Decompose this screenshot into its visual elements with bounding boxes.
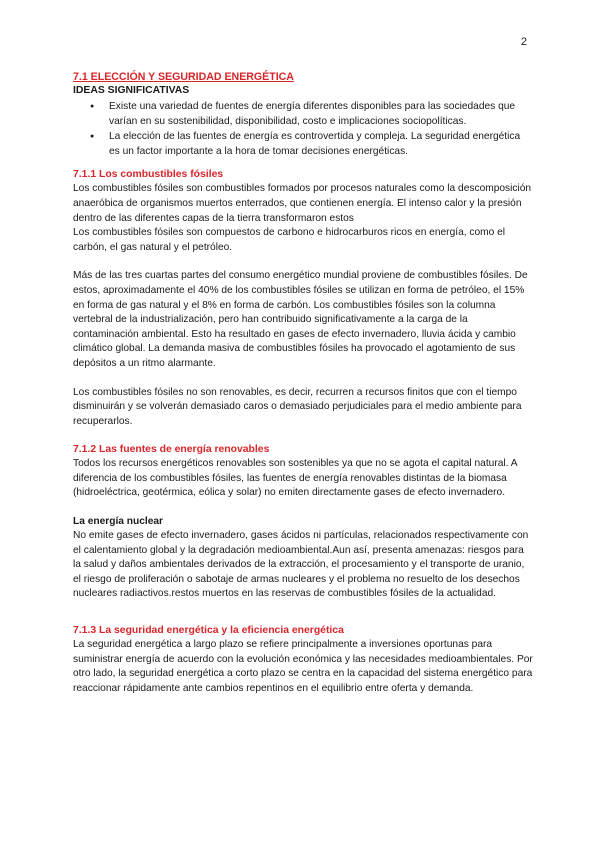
section-title: 7.1 ELECCIÓN Y SEGURIDAD ENERGÉTICA	[73, 71, 294, 83]
fossil-paragraph-3: Más de las tres cuartas partes del consumo energético mundial proviene de combustibles fósiles. De estos, aproximadamente el 40% de los combustibles fósiles se utilizan en forma de petróleo, el 15% en forma de gas natural y el 8% en forma de carbón. Los combustibles fósiles son la columna vertebral de la industrialización, pero han contribuido significativamente a la carga de la contaminación ambiental. Esto ha resultado en gases de efecto invernadero, lluvia ácida y cambio climático global. La demanda masiva de combustibles fósiles ha provocado el agotamiento de sus depósitos a un ritmo alarmante.	[73, 270, 528, 369]
fossil-paragraph-1: Los combustibles fósiles son combustibles formados por procesos naturales como la descomposición anaeróbica de organismos muertos enterrados, que contienen energía. El intenso calor y la presión dentro de las diferentes capas de la tierra transformaron estos	[73, 183, 532, 224]
nuclear-title: La energía nuclear	[73, 516, 164, 528]
fossil-title: 7.1.1 Los combustibles fósiles	[73, 169, 224, 181]
ideas-list	[73, 100, 533, 159]
fossil-paragraph-4: Los combustibles fósiles no son renovables, es decir, recurren a recursos finitos que con el tiempo disminuirán y se volverán demasiado caros o demasiado perjudiciales para el medio ambiente para recuperarlos.	[73, 386, 522, 427]
page-number: 2	[520, 36, 527, 48]
fossil-paragraph-2: Los combustibles fósiles son compuestos de carbono e hidrocarburos ricos en energía, como el carbón, el gas natural y el petróleo.	[73, 227, 506, 253]
nuclear-paragraph: No emite gases de efecto invernadero, gases ácidos ni partículas, relacionados respectivamente con el calentamiento global y la degradación medioambiental.Aun así, presenta amenazas: riesgos para la salud y daños ambientales derivados de la extracción, el procesamiento y el transporte de uranio, el riesgo de proliferación o sabotaje de armas nucleares y el problema no resuelto de los desechos nucleares radiactivos.restos muertos en las reservas de combustibles fósiles de la actualidad.	[73, 530, 529, 600]
ideas-title: IDEAS SIGNIFICATIVAS	[73, 85, 190, 96]
security-title: 7.1.3 La seguridad energética y la eficiencia energética	[73, 625, 344, 637]
security-paragraph: La seguridad energética a largo plazo se refiere principalmente a inversiones oportunas para suministrar energía de acuerdo con la evolución económica y las necesidades medioambientales. Por otro lado, la seguridad energética a corto plazo se centra en la capacidad del sistema energético para reaccionar rápidamente ante cambios repentinos en el equilibrio entre oferta y demanda.	[73, 639, 533, 694]
document-body	[73, 70, 533, 696]
renewable-title: 7.1.2 Las fuentes de energía renovables	[73, 444, 270, 456]
idea-item: ● La elección de las fuentes de energía es controvertida y compleja. La seguridad energética es un factor importante a la hora de tomar decisiones energéticas.	[109, 130, 533, 159]
renewable-paragraph: Todos los recursos energéticos renovables son sostenibles ya que no se agota el capital natural. A diferencia de los combustibles fósiles, las fuentes de energía renovables distintas de la biomasa (hidroeléctrica, geotérmica, eólica y solar) no emiten directamente gases de efecto invernadero.	[73, 458, 517, 499]
idea-item: ● Existe una variedad de fuentes de energía diferentes disponibles para las sociedades que varían en su sostenibilidad, disponibilidad, costo e implicaciones sociopolíticas.	[109, 100, 533, 129]
